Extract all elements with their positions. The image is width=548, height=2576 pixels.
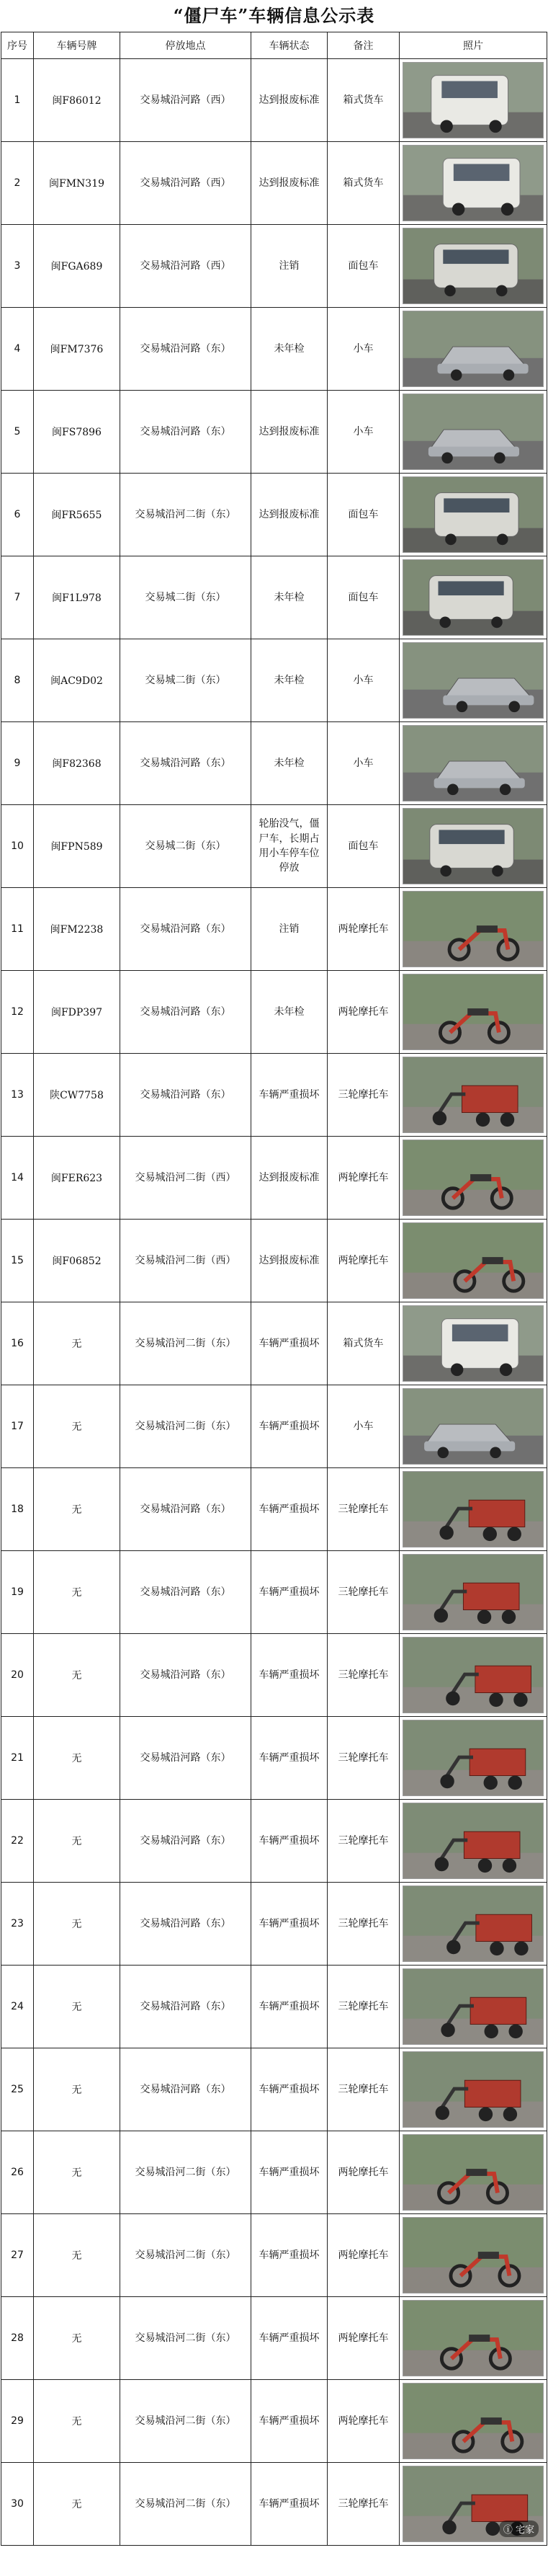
cell-location: 交易城沿河路（东）	[120, 1551, 251, 1634]
motorbike-icon	[403, 2384, 543, 2459]
van-white-icon	[403, 146, 543, 221]
cell-note: 箱式货车	[328, 142, 400, 225]
cell-plate: 闽AC9D02	[34, 639, 120, 722]
cell-note: 三轮摩托车	[328, 1966, 400, 2048]
cell-status: 未年检	[251, 308, 328, 391]
tricycle-icon	[403, 1969, 543, 2044]
cell-plate: 闽FM7376	[34, 308, 120, 391]
cell-plate: 闽FPN589	[34, 805, 120, 888]
vehicle-photo	[403, 1803, 544, 1879]
cell-photo	[400, 2048, 547, 2131]
cell-no: 28	[1, 2297, 34, 2380]
cell-note: 两轮摩托车	[328, 1220, 400, 1302]
cell-status: 车辆严重损坏	[251, 2048, 328, 2131]
vehicle-photo	[403, 891, 544, 967]
table-row	[1, 2297, 547, 2380]
cell-note: 两轮摩托车	[328, 2214, 400, 2297]
cell-plate: 无	[34, 1634, 120, 1717]
cell-location: 交易城沿河二街（西）	[120, 1137, 251, 1220]
cell-location: 交易城沿河路（西）	[120, 59, 251, 142]
cell-no: 18	[1, 1468, 34, 1551]
header-photo: 照片	[400, 32, 547, 59]
vehicle-photo	[403, 1471, 544, 1547]
cell-note: 两轮摩托车	[328, 971, 400, 1054]
cell-status: 车辆严重损坏	[251, 1054, 328, 1137]
cell-status: 注销	[251, 888, 328, 971]
cell-photo	[400, 1717, 547, 1800]
cell-no: 26	[1, 2131, 34, 2214]
cell-no: 3	[1, 225, 34, 308]
table-row	[1, 639, 547, 722]
cell-photo	[400, 1634, 547, 1717]
car-icon	[403, 726, 543, 801]
car-icon	[403, 1389, 543, 1464]
cell-status: 车辆严重损坏	[251, 2131, 328, 2214]
vehicle-photo	[403, 394, 544, 470]
tricycle-icon	[403, 1803, 543, 1878]
cell-plate: 无	[34, 1385, 120, 1468]
van-white-icon	[403, 63, 543, 138]
cell-no: 2	[1, 142, 34, 225]
minibus-icon	[403, 809, 543, 884]
cell-status: 达到报废标准	[251, 1220, 328, 1302]
cell-no: 6	[1, 474, 34, 556]
cell-photo	[400, 225, 547, 308]
cell-note: 两轮摩托车	[328, 888, 400, 971]
table-row	[1, 2380, 547, 2463]
cell-no: 4	[1, 308, 34, 391]
cell-plate: 无	[34, 2380, 120, 2463]
cell-no: 7	[1, 556, 34, 639]
cell-note: 箱式货车	[328, 59, 400, 142]
vehicle-photo	[403, 2134, 544, 2211]
cell-plate: 闽FER623	[34, 1137, 120, 1220]
cell-status: 车辆严重损坏	[251, 2214, 328, 2297]
tricycle-icon	[403, 1555, 543, 1630]
van-white-icon	[403, 1306, 543, 1381]
cell-no: 19	[1, 1551, 34, 1634]
vehicle-photo	[403, 62, 544, 138]
cell-photo	[400, 2131, 547, 2214]
cell-photo	[400, 1883, 547, 1966]
cell-photo	[400, 805, 547, 888]
cell-location: 交易城沿河路（东）	[120, 722, 251, 805]
header-no: 序号	[1, 32, 34, 59]
cell-plate: 闽F86012	[34, 59, 120, 142]
cell-photo	[400, 474, 547, 556]
cell-note: 三轮摩托车	[328, 2048, 400, 2131]
cell-note: 小车	[328, 722, 400, 805]
cell-note: 两轮摩托车	[328, 2380, 400, 2463]
cell-note: 小车	[328, 1385, 400, 1468]
cell-no: 10	[1, 805, 34, 888]
header-status: 车辆状态	[251, 32, 328, 59]
cell-photo	[400, 391, 547, 474]
cell-plate: 闽F06852	[34, 1220, 120, 1302]
cell-status: 车辆严重损坏	[251, 2380, 328, 2463]
tricycle-icon	[403, 1472, 543, 1547]
watermark-badge: ⓘ 宅家	[499, 2521, 539, 2537]
cell-no: 12	[1, 971, 34, 1054]
cell-location: 交易城沿河路（东）	[120, 1883, 251, 1966]
cell-note: 面包车	[328, 556, 400, 639]
table-row	[1, 2131, 547, 2214]
cell-status: 达到报废标准	[251, 1137, 328, 1220]
cell-status: 达到报废标准	[251, 474, 328, 556]
cell-note: 三轮摩托车	[328, 1054, 400, 1137]
cell-photo	[400, 59, 547, 142]
cell-note: 两轮摩托车	[328, 2297, 400, 2380]
cell-location: 交易城沿河路（东）	[120, 1468, 251, 1551]
table-row	[1, 888, 547, 971]
cell-status: 车辆严重损坏	[251, 1800, 328, 1883]
table-row	[1, 308, 547, 391]
header-plate: 车辆号牌	[34, 32, 120, 59]
cell-note: 三轮摩托车	[328, 1634, 400, 1717]
cell-location: 交易城二街（东）	[120, 805, 251, 888]
table-row	[1, 1634, 547, 1717]
cell-location: 交易城沿河路（东）	[120, 1634, 251, 1717]
cell-photo	[400, 1137, 547, 1220]
cell-location: 交易城沿河二街（东）	[120, 2463, 251, 2546]
cell-note: 面包车	[328, 474, 400, 556]
car-icon	[403, 311, 543, 386]
cell-no: 13	[1, 1054, 34, 1137]
minibus-icon	[403, 228, 543, 303]
cell-plate: 无	[34, 1717, 120, 1800]
cell-no: 25	[1, 2048, 34, 2131]
cell-note: 小车	[328, 391, 400, 474]
cell-no: 11	[1, 888, 34, 971]
page-title: “僵尸车”车辆信息公示表	[173, 5, 375, 26]
cell-photo	[400, 308, 547, 391]
cell-location: 交易城沿河路（东）	[120, 888, 251, 971]
cell-photo	[400, 639, 547, 722]
motorbike-icon	[403, 1140, 543, 1215]
vehicle-photo	[403, 1140, 544, 1216]
cell-location: 交易城二街（东）	[120, 556, 251, 639]
table-row	[1, 142, 547, 225]
cell-plate: 无	[34, 2048, 120, 2131]
cell-plate: 闽FR5655	[34, 474, 120, 556]
cell-no: 8	[1, 639, 34, 722]
vehicle-photo	[403, 808, 544, 884]
cell-status: 车辆严重损坏	[251, 2463, 328, 2546]
vehicle-photo	[403, 725, 544, 801]
vehicle-photo	[403, 974, 544, 1050]
cell-status: 车辆严重损坏	[251, 1551, 328, 1634]
cell-no: 16	[1, 1302, 34, 1385]
cell-status: 达到报废标准	[251, 142, 328, 225]
car-icon	[403, 643, 543, 718]
header-location: 停放地点	[120, 32, 251, 59]
cell-photo	[400, 722, 547, 805]
table-row	[1, 971, 547, 1054]
cell-plate: 无	[34, 2463, 120, 2546]
cell-location: 交易城沿河路（东）	[120, 391, 251, 474]
cell-note: 小车	[328, 308, 400, 391]
vehicle-photo	[403, 1968, 544, 2045]
table-row	[1, 474, 547, 556]
cell-status: 车辆严重损坏	[251, 1385, 328, 1468]
cell-location: 交易城二街（东）	[120, 639, 251, 722]
cell-plate: 无	[34, 1551, 120, 1634]
cell-status: 未年检	[251, 639, 328, 722]
cell-no: 27	[1, 2214, 34, 2297]
cell-note: 小车	[328, 639, 400, 722]
cell-status: 达到报废标准	[251, 391, 328, 474]
table-row	[1, 2048, 547, 2131]
motorbike-icon	[403, 2301, 543, 2376]
cell-plate: 无	[34, 1883, 120, 1966]
vehicle-photo	[403, 2300, 544, 2376]
vehicle-photo	[403, 2466, 544, 2542]
motorbike-icon	[403, 2135, 543, 2210]
vehicle-photo	[403, 1886, 544, 1962]
cell-note: 两轮摩托车	[328, 2131, 400, 2214]
cell-photo	[400, 142, 547, 225]
tricycle-icon	[403, 1720, 543, 1795]
cell-no: 9	[1, 722, 34, 805]
cell-plate: 无	[34, 1302, 120, 1385]
vehicle-photo	[403, 642, 544, 719]
cell-location: 交易城沿河路（东）	[120, 1717, 251, 1800]
cell-status: 车辆严重损坏	[251, 2297, 328, 2380]
cell-location: 交易城沿河路（东）	[120, 1800, 251, 1883]
cell-location: 交易城沿河路（东）	[120, 971, 251, 1054]
cell-no: 5	[1, 391, 34, 474]
car-icon	[403, 394, 543, 469]
cell-no: 22	[1, 1800, 34, 1883]
cell-location: 交易城沿河二街（东）	[120, 2380, 251, 2463]
cell-location: 交易城沿河二街（东）	[120, 1302, 251, 1385]
cell-no: 21	[1, 1717, 34, 1800]
cell-no: 20	[1, 1634, 34, 1717]
cell-location: 交易城沿河路（西）	[120, 142, 251, 225]
motorbike-icon	[403, 2218, 543, 2293]
cell-status: 车辆严重损坏	[251, 1468, 328, 1551]
cell-plate: 陕CW7758	[34, 1054, 120, 1137]
vehicle-photo	[403, 476, 544, 553]
cell-status: 车辆严重损坏	[251, 1717, 328, 1800]
table-row	[1, 1137, 547, 1220]
cell-location: 交易城沿河二街（东）	[120, 2297, 251, 2380]
cell-plate: 闽F1L978	[34, 556, 120, 639]
table-row	[1, 391, 547, 474]
cell-status: 车辆严重损坏	[251, 1634, 328, 1717]
cell-plate: 闽FS7896	[34, 391, 120, 474]
cell-location: 交易城沿河二街（东）	[120, 2214, 251, 2297]
cell-photo	[400, 2297, 547, 2380]
cell-note: 两轮摩托车	[328, 1137, 400, 1220]
cell-location: 交易城沿河路（东）	[120, 1054, 251, 1137]
table-row	[1, 59, 547, 142]
motorbike-icon	[403, 974, 543, 1049]
vehicle-photo	[403, 1720, 544, 1796]
table-row	[1, 2214, 547, 2297]
tricycle-icon	[403, 1638, 543, 1713]
cell-photo	[400, 2463, 547, 2546]
cell-no: 24	[1, 1966, 34, 2048]
cell-photo	[400, 1468, 547, 1551]
cell-status: 车辆严重损坏	[251, 1302, 328, 1385]
table-row	[1, 1717, 547, 1800]
cell-photo	[400, 1220, 547, 1302]
table-row	[1, 1551, 547, 1634]
vehicle-photo	[403, 2217, 544, 2293]
table-row	[1, 225, 547, 308]
table-row	[1, 1800, 547, 1883]
cell-plate: 闽FM2238	[34, 888, 120, 971]
cell-plate: 闽F82368	[34, 722, 120, 805]
header-note: 备注	[328, 32, 400, 59]
cell-plate: 闽FDP397	[34, 971, 120, 1054]
tricycle-icon	[403, 1057, 543, 1132]
vehicle-photo	[403, 1057, 544, 1133]
cell-no: 23	[1, 1883, 34, 1966]
vehicle-photo	[403, 228, 544, 304]
cell-plate: 无	[34, 1966, 120, 2048]
cell-location: 交易城沿河二街（西）	[120, 1220, 251, 1302]
cell-no: 29	[1, 2380, 34, 2463]
cell-no: 1	[1, 59, 34, 142]
cell-photo	[400, 556, 547, 639]
cell-status: 车辆严重损坏	[251, 1966, 328, 2048]
table-row	[1, 722, 547, 805]
cell-photo	[400, 1302, 547, 1385]
cell-photo	[400, 1551, 547, 1634]
cell-note: 面包车	[328, 805, 400, 888]
table-row	[1, 1966, 547, 2048]
tricycle-icon	[403, 1886, 543, 1961]
cell-note: 三轮摩托车	[328, 1551, 400, 1634]
cell-photo	[400, 2214, 547, 2297]
cell-location: 交易城沿河二街（东）	[120, 2131, 251, 2214]
vehicle-photo	[403, 311, 544, 387]
cell-status: 车辆严重损坏	[251, 1883, 328, 1966]
table-row	[1, 1468, 547, 1551]
cell-note: 三轮摩托车	[328, 2463, 400, 2546]
cell-plate: 无	[34, 1800, 120, 1883]
cell-note: 面包车	[328, 225, 400, 308]
vehicle-photo	[403, 1637, 544, 1713]
cell-photo	[400, 2380, 547, 2463]
cell-no: 15	[1, 1220, 34, 1302]
cell-status: 注销	[251, 225, 328, 308]
vehicle-photo	[403, 1554, 544, 1630]
table-row	[1, 1302, 547, 1385]
cell-status: 未年检	[251, 971, 328, 1054]
table-row	[1, 1220, 547, 1302]
cell-plate: 无	[34, 2214, 120, 2297]
cell-location: 交易城沿河二街（东）	[120, 474, 251, 556]
table-row	[1, 1385, 547, 1468]
cell-photo	[400, 1966, 547, 2048]
cell-status: 达到报废标准	[251, 59, 328, 142]
vehicle-photo	[403, 145, 544, 221]
cell-note: 三轮摩托车	[328, 1883, 400, 1966]
vehicle-table	[1, 32, 547, 2546]
cell-no: 30	[1, 2463, 34, 2546]
cell-photo	[400, 1800, 547, 1883]
cell-no: 17	[1, 1385, 34, 1468]
motorbike-icon	[403, 1223, 543, 1298]
vehicle-photo	[403, 2383, 544, 2459]
cell-plate: 无	[34, 1468, 120, 1551]
cell-note: 箱式货车	[328, 1302, 400, 1385]
cell-photo	[400, 971, 547, 1054]
vehicle-photo	[403, 1222, 544, 1299]
minibus-icon	[403, 477, 543, 552]
table-row	[1, 556, 547, 639]
cell-note: 三轮摩托车	[328, 1468, 400, 1551]
cell-status: 未年检	[251, 722, 328, 805]
tricycle-icon	[403, 2052, 543, 2127]
cell-location: 交易城沿河二街（东）	[120, 1385, 251, 1468]
cell-photo	[400, 1054, 547, 1137]
cell-status: 未年检	[251, 556, 328, 639]
vehicle-photo	[403, 2051, 544, 2128]
vehicle-photo	[403, 1388, 544, 1465]
vehicle-photo	[403, 559, 544, 636]
table-row	[1, 805, 547, 888]
table-row	[1, 2463, 547, 2546]
cell-location: 交易城沿河路（东）	[120, 2048, 251, 2131]
cell-location: 交易城沿河路（东）	[120, 308, 251, 391]
table-row	[1, 1883, 547, 1966]
motorbike-icon	[403, 892, 543, 967]
header-row	[1, 32, 547, 59]
cell-plate: 无	[34, 2297, 120, 2380]
cell-photo	[400, 1385, 547, 1468]
vehicle-photo	[403, 1305, 544, 1382]
cell-note: 三轮摩托车	[328, 1800, 400, 1883]
cell-note: 三轮摩托车	[328, 1717, 400, 1800]
minibus-icon	[403, 560, 543, 635]
cell-plate: 无	[34, 2131, 120, 2214]
cell-photo	[400, 888, 547, 971]
table-row	[1, 1054, 547, 1137]
cell-plate: 闽FGA689	[34, 225, 120, 308]
cell-no: 14	[1, 1137, 34, 1220]
cell-location: 交易城沿河路（西）	[120, 225, 251, 308]
cell-plate: 闽FMN319	[34, 142, 120, 225]
cell-location: 交易城沿河路（东）	[120, 1966, 251, 2048]
cell-status: 轮胎没气，僵尸车，长期占用小车停车位停放	[251, 805, 328, 888]
